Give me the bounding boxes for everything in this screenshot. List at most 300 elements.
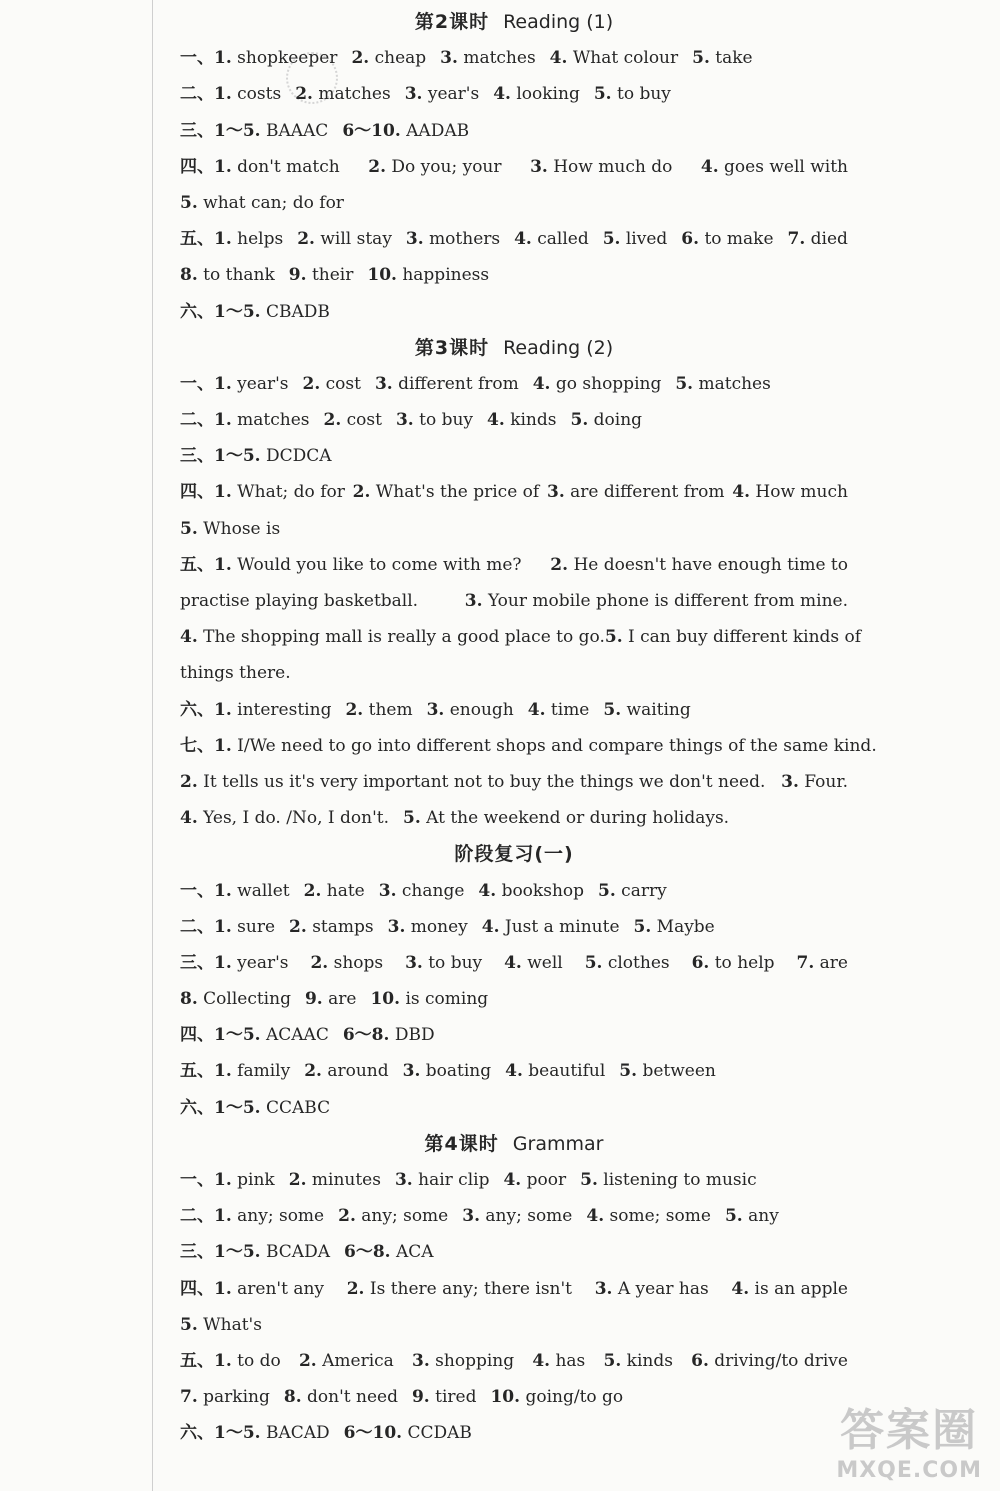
answer-text: are — [328, 989, 357, 1010]
answer-text: Yes, I do. /No, I don't. — [203, 808, 389, 829]
section-heading-lesson: 第2课时 — [414, 11, 490, 33]
question-number: 2. — [368, 156, 386, 177]
answer-group — [478, 881, 584, 901]
answer-text: to help — [714, 952, 775, 973]
answer-group — [681, 221, 773, 257]
section-heading — [180, 836, 848, 872]
section-heading-lesson: 第3课时 — [414, 336, 490, 359]
question-number: 4. — [493, 84, 511, 105]
question-number: 7. — [796, 952, 815, 973]
part-number: 五、 — [180, 1350, 214, 1371]
question-number: 1. — [214, 916, 232, 937]
answer-group — [379, 881, 465, 901]
question-number: 3. — [405, 952, 423, 973]
question-number: 4. — [180, 627, 198, 648]
part-number: 五、 — [180, 229, 214, 250]
answer-group — [504, 945, 563, 981]
question-number: 4. — [481, 916, 500, 937]
question-number: 1. — [214, 229, 232, 250]
answer-text: Collecting — [203, 989, 291, 1010]
question-number: 1. — [214, 699, 232, 720]
question-number: 4. — [532, 1350, 551, 1371]
question-number: 3. — [440, 48, 458, 69]
answer-text: money — [410, 916, 468, 937]
answer-group — [532, 1343, 585, 1379]
answer-text: looking — [516, 84, 580, 105]
question-number: 2. — [304, 1061, 322, 1082]
answer-group — [284, 1387, 398, 1407]
question-number: 3. — [464, 591, 483, 611]
answer-group — [547, 474, 724, 510]
part-number: 二、 — [180, 916, 214, 937]
question-number: 4. — [532, 373, 551, 394]
answer-text: lived — [625, 229, 668, 250]
answer-group — [505, 1061, 605, 1081]
answer-text: between — [642, 1061, 716, 1082]
answer-line — [180, 583, 848, 619]
answer-text: Whose is — [203, 518, 281, 539]
part-number: 一、 — [180, 1170, 214, 1190]
answer-group — [405, 84, 479, 104]
question-number: 3. — [412, 1350, 430, 1371]
answer-group — [180, 1061, 290, 1081]
question-number: 6. — [691, 952, 710, 973]
answer-group — [514, 221, 589, 257]
question-number: 2. — [288, 1170, 307, 1190]
answer-text: BAAAC — [265, 120, 329, 141]
answer-group — [482, 917, 620, 937]
answer-text: cost — [346, 410, 382, 431]
answer-line — [180, 655, 848, 691]
answer-text: Four. — [804, 771, 848, 792]
answer-group — [180, 1170, 275, 1190]
answer-group — [344, 1242, 434, 1262]
answer-group — [405, 945, 482, 981]
answer-text: matches — [237, 410, 310, 431]
answer-text: What's the price of — [375, 482, 540, 503]
answer-text: will stay — [320, 229, 392, 250]
answer-line — [180, 257, 848, 293]
answer-group — [353, 474, 540, 510]
watermark-logo: 答案圈 — [840, 1405, 979, 1456]
question-number: 5. — [603, 1350, 622, 1371]
watermark-url: MXQE.COM — [836, 1458, 982, 1483]
part-number: 六、 — [180, 1423, 214, 1444]
answer-text: kinds — [510, 410, 557, 431]
answer-text: Maybe — [656, 916, 715, 937]
answer-group — [180, 446, 332, 466]
question-number: 5. — [180, 192, 198, 213]
answer-text: enough — [449, 699, 514, 720]
answer-group — [180, 1025, 329, 1045]
question-number: 1. — [214, 1061, 232, 1082]
answer-group — [796, 945, 847, 981]
part-number: 一、 — [180, 373, 214, 394]
answer-group — [338, 1206, 448, 1226]
question-number: 5. — [570, 410, 589, 431]
answer-group — [304, 881, 365, 901]
answer-group — [180, 989, 291, 1009]
answer-text: what can; do for — [203, 192, 344, 213]
question-number: 4. — [586, 1206, 605, 1227]
question-number: 3. — [594, 1278, 613, 1299]
question-number: 5. — [580, 1170, 598, 1190]
answer-text: I can buy different kinds of — [628, 627, 862, 648]
question-number: 7. — [180, 1387, 198, 1408]
question-number: 2. — [310, 952, 329, 973]
question-number: 6. — [681, 229, 700, 250]
answer-text: any; some — [485, 1206, 573, 1227]
answer-group — [304, 1061, 388, 1081]
part-number: 六、 — [180, 699, 214, 720]
question-number: 10. — [367, 265, 397, 286]
question-number: 3. — [426, 699, 445, 720]
question-number: 2. — [352, 482, 371, 503]
section-heading — [180, 330, 848, 366]
answer-group — [692, 48, 753, 68]
question-number: 2. — [297, 229, 315, 250]
answer-line — [180, 366, 848, 402]
answer-text: going/to go — [525, 1387, 624, 1408]
answer-group — [180, 945, 288, 981]
question-number: 3. — [405, 229, 424, 250]
answer-text: The shopping mall is really a good place to go. — [203, 627, 605, 648]
answer-group — [289, 917, 374, 937]
answer-text: is coming — [405, 989, 489, 1010]
answer-line — [180, 1090, 848, 1126]
answer-group — [725, 1206, 779, 1226]
answer-group — [344, 1423, 472, 1443]
answer-text: any — [748, 1206, 779, 1227]
answer-text: How much do — [553, 156, 673, 177]
answer-group — [462, 1206, 572, 1226]
question-number: 7. — [787, 229, 806, 250]
answer-line — [180, 800, 848, 836]
part-number: 三、 — [180, 446, 214, 467]
section-heading-lesson: 阶段复习(一) — [454, 843, 574, 866]
answer-text: has — [555, 1350, 586, 1371]
answer-group — [324, 410, 382, 430]
answer-text: CBADB — [265, 301, 330, 322]
question-number: 8. — [180, 989, 198, 1010]
answer-group — [342, 121, 469, 141]
answer-text: shopping — [435, 1350, 515, 1371]
answer-text: died — [810, 229, 848, 250]
part-number: 二、 — [180, 1206, 214, 1227]
question-number: 4. — [527, 699, 546, 720]
answer-text: don't match — [237, 156, 340, 177]
answer-group — [180, 881, 290, 901]
answer-text: parking — [203, 1387, 270, 1408]
answer-text: costs — [237, 84, 282, 105]
answer-text: family — [237, 1061, 291, 1082]
answer-text: time — [550, 699, 590, 720]
answer-text: change — [401, 880, 465, 901]
answer-line — [180, 76, 848, 112]
question-number: 1～5. — [214, 1242, 261, 1263]
answer-text: minutes — [311, 1170, 381, 1190]
question-number: 2. — [298, 1350, 317, 1371]
question-number: 2. — [345, 699, 364, 720]
answer-text: What colour — [572, 48, 679, 69]
answer-group — [302, 374, 360, 394]
answer-text: clothes — [607, 952, 670, 973]
question-number: 1. — [214, 84, 232, 105]
question-number: 8. — [180, 265, 198, 286]
question-number: 5. — [675, 373, 694, 394]
question-number: 6. — [691, 1350, 709, 1371]
question-number: 2. — [302, 373, 321, 394]
answer-group — [570, 410, 642, 430]
answer-group — [487, 410, 556, 430]
answer-group — [603, 221, 668, 257]
answer-text: their — [311, 265, 354, 286]
answer-group — [692, 945, 775, 981]
question-number: 3. — [387, 916, 406, 937]
answer-group — [180, 547, 522, 583]
answer-group — [595, 1271, 709, 1307]
question-number: 1. — [214, 1206, 232, 1227]
section-heading-lesson: 第4课时 — [424, 1132, 499, 1155]
answer-line — [180, 1198, 848, 1234]
part-number: 六、 — [180, 301, 214, 322]
answer-group — [180, 149, 340, 185]
answer-group — [503, 1170, 566, 1190]
answer-line — [180, 185, 848, 221]
question-number: 1～5. — [214, 1423, 261, 1444]
watermark — [836, 1394, 982, 1483]
answer-group — [347, 1271, 572, 1307]
answer-text: listening to music — [603, 1170, 757, 1190]
answer-group — [465, 583, 848, 619]
answer-text: bookshop — [501, 880, 585, 901]
question-number: 1. — [214, 952, 232, 973]
section-heading-topic: Reading (2) — [503, 336, 614, 359]
answer-text: happiness — [402, 265, 490, 286]
answer-group — [180, 1242, 330, 1262]
answer-group — [406, 221, 500, 257]
answer-line — [180, 1017, 848, 1053]
answer-group — [375, 374, 519, 394]
answer-text: to make — [704, 229, 774, 250]
answer-text: CCDAB — [407, 1423, 472, 1444]
answer-group — [180, 736, 877, 756]
answer-text: pink — [237, 1170, 275, 1190]
answer-text: aren't any — [237, 1278, 325, 1299]
answer-text: year's — [237, 952, 289, 973]
answer-text: DBD — [394, 1025, 435, 1046]
answer-group — [530, 149, 672, 185]
answer-line — [180, 511, 848, 547]
answer-group — [412, 1343, 514, 1379]
answer-text: around — [327, 1061, 389, 1082]
answer-line — [180, 1162, 848, 1198]
question-number: 1. — [214, 1350, 232, 1371]
answer-group — [180, 1387, 270, 1407]
part-number: 六、 — [180, 1097, 214, 1118]
question-number: 1. — [214, 48, 232, 69]
question-number: 4. — [503, 1170, 522, 1190]
answer-group — [180, 1343, 281, 1379]
answer-text: How much — [755, 482, 848, 503]
part-number: 五、 — [180, 1061, 214, 1082]
answer-line — [180, 402, 848, 438]
answer-text: hate — [326, 880, 365, 901]
answer-text: practise playing basketball. — [180, 591, 419, 611]
answer-text: any; some — [237, 1206, 325, 1227]
answer-text: called — [537, 229, 589, 250]
question-number: 3. — [546, 482, 565, 503]
question-number: 3. — [530, 156, 548, 177]
answer-text: shopkeeper — [237, 48, 338, 69]
question-number: 4. — [731, 1278, 750, 1299]
answer-group — [180, 917, 275, 937]
question-number: 1. — [214, 373, 232, 394]
answer-group — [528, 700, 590, 720]
answer-group — [598, 881, 667, 901]
question-number: 3. — [404, 84, 423, 105]
question-number: 3. — [781, 771, 799, 792]
part-number: 一、 — [180, 48, 214, 69]
answer-content — [180, 4, 877, 1452]
answer-group — [180, 302, 330, 322]
answer-group — [368, 149, 501, 185]
answer-group — [180, 193, 344, 213]
answer-text: A year has — [617, 1278, 709, 1299]
answer-text: Do you; your — [391, 156, 502, 177]
answer-line — [180, 728, 877, 764]
answer-text: Your mobile phone is different from mine. — [487, 591, 848, 611]
question-number: 2. — [346, 1278, 365, 1299]
answer-text: CCABC — [265, 1097, 331, 1118]
part-number: 七、 — [180, 735, 214, 756]
question-number: 5. — [633, 916, 652, 937]
question-number: 1. — [214, 410, 232, 431]
section-heading-topic: Grammar — [512, 1132, 604, 1155]
answer-group — [594, 84, 671, 104]
answer-line — [180, 1307, 848, 1343]
question-number: 2. — [550, 554, 569, 575]
part-number: 二、 — [180, 410, 214, 431]
answer-text: wallet — [237, 880, 290, 901]
answer-line — [180, 1379, 848, 1415]
question-number: 3. — [402, 1061, 421, 1082]
answer-text: I/We need to go into different shops and compare things of the same kind. — [237, 735, 877, 756]
question-number: 3. — [395, 410, 414, 431]
question-number: 3. — [374, 373, 393, 394]
answer-text: beautiful — [528, 1061, 606, 1082]
answer-group — [370, 989, 488, 1009]
answer-text: carry — [621, 880, 667, 901]
answer-line — [180, 221, 848, 257]
answer-line — [180, 764, 848, 800]
answer-group — [180, 700, 331, 720]
part-number: 三、 — [180, 120, 214, 141]
answer-text: Would you like to come with me? — [237, 554, 522, 575]
question-number: 6～8. — [343, 1242, 391, 1263]
question-number: 6～10. — [343, 1423, 403, 1444]
answer-text: ACA — [395, 1242, 434, 1263]
part-number: 一、 — [180, 880, 214, 901]
answer-line — [180, 1053, 848, 1089]
answer-text: shops — [333, 952, 384, 973]
answer-text: What; do for — [237, 482, 345, 503]
answer-group — [396, 410, 473, 430]
answer-text: stamps — [312, 916, 374, 937]
question-number: 2. — [338, 1206, 356, 1227]
answer-group — [310, 945, 383, 981]
answer-text: ACAAC — [265, 1025, 329, 1046]
answer-text: BCADA — [265, 1242, 330, 1263]
answer-group — [180, 808, 389, 828]
answer-line — [180, 294, 848, 330]
answer-text: well — [527, 952, 563, 973]
answer-line — [180, 1271, 848, 1307]
answer-group — [180, 48, 337, 68]
answer-group — [180, 583, 418, 619]
answer-text: tired — [435, 1387, 477, 1408]
answer-text: doing — [593, 410, 643, 431]
answer-group — [180, 1423, 330, 1443]
question-number: 4. — [505, 1061, 523, 1082]
answer-group — [180, 374, 288, 394]
answer-text: It tells us it's very important not to buy the things we don't need. — [203, 771, 766, 792]
section-heading — [180, 4, 848, 40]
answer-group — [395, 1170, 490, 1190]
answer-text: waiting — [626, 699, 691, 720]
answer-group — [345, 700, 412, 720]
question-number: 1. — [214, 735, 232, 756]
question-number: 4. — [700, 156, 719, 177]
answer-group — [180, 1315, 262, 1335]
part-number: 三、 — [180, 952, 214, 973]
answer-text: matches — [318, 84, 391, 105]
answer-group — [367, 265, 489, 285]
answer-group — [781, 764, 848, 800]
question-number: 5. — [619, 1061, 638, 1082]
answer-group — [427, 700, 514, 720]
question-number: 1～5. — [214, 1097, 261, 1118]
answer-group — [180, 410, 310, 430]
question-number: 6～8. — [342, 1025, 390, 1046]
answer-text: any; some — [361, 1206, 449, 1227]
answer-text: BACAD — [265, 1423, 330, 1444]
answer-text: are different from — [570, 482, 725, 503]
answer-group — [299, 1343, 394, 1379]
question-number: 9. — [304, 989, 323, 1010]
answer-group — [634, 917, 715, 937]
answer-text: mothers — [429, 229, 501, 250]
answer-text: to buy — [428, 952, 483, 973]
answer-group — [343, 1025, 435, 1045]
answer-group — [731, 1271, 848, 1307]
question-number: 9. — [288, 265, 307, 286]
part-number: 四、 — [180, 1278, 214, 1299]
answer-text: year's — [237, 373, 289, 394]
question-number: 5. — [724, 1206, 743, 1227]
part-number: 四、 — [180, 1025, 214, 1046]
answer-text: driving/to drive — [714, 1350, 848, 1371]
part-number: 四、 — [180, 156, 214, 177]
answer-text: hair clip — [418, 1170, 490, 1190]
question-number: 3. — [378, 880, 397, 901]
question-number: 1. — [214, 1170, 232, 1190]
answer-text: America — [322, 1350, 394, 1371]
question-number: 1～5. — [214, 1025, 261, 1046]
answer-group — [180, 84, 281, 104]
answer-text: Is there any; there isn't — [369, 1278, 573, 1299]
answer-line — [180, 873, 848, 909]
